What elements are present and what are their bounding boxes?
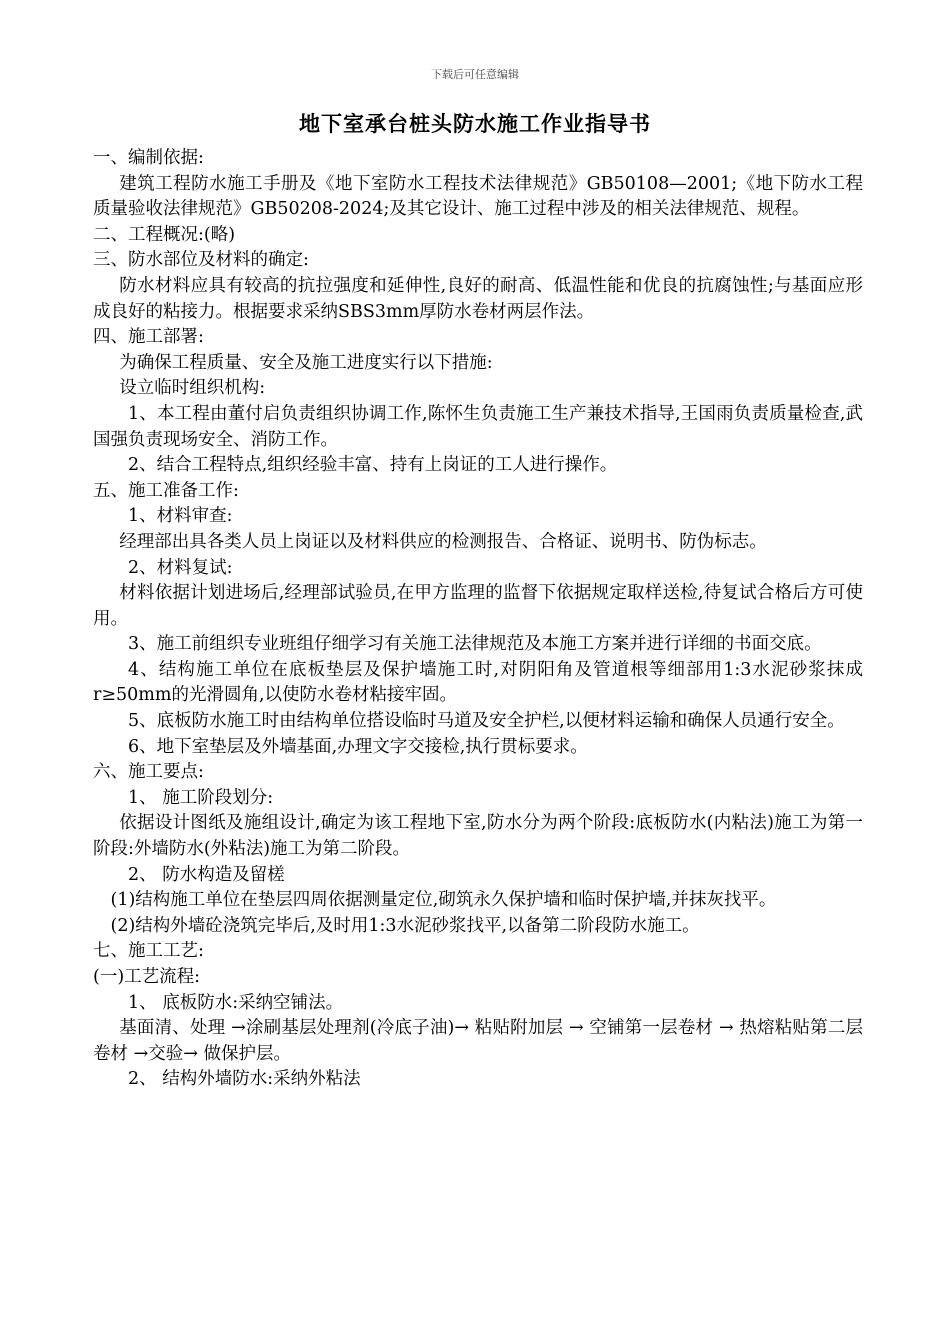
section-heading: 五、施工准备工作: bbox=[93, 480, 239, 501]
body-paragraph: 2、材料复试: bbox=[128, 557, 233, 578]
body-paragraph: 防水材料应具有较高的抗拉强度和延伸性,良好的耐高、低温性能和优良的抗腐蚀性;与基面应形成良好的粘接力。根据要求采纳SBS3mm厚防水卷材两层作法。 bbox=[93, 275, 863, 322]
section-heading: 六、施工要点: bbox=[93, 762, 204, 783]
body-paragraph: 5、底板防水施工时由结构单位搭设临时马道及安全护栏,以便材料运输和确保人员通行安全。 bbox=[128, 711, 845, 732]
body-paragraph: 2、结合工程特点,组织经验丰富、持有上岗证的工人进行操作。 bbox=[128, 455, 618, 476]
body-paragraph: (2)结构外墙砼浇筑完毕后,及时用1:3水泥砂浆找平,以备第二阶段防水施工。 bbox=[110, 915, 700, 936]
body-paragraph: 2、 结构外墙防水:采纳外粘法 bbox=[128, 1069, 361, 1090]
body-paragraph: 1、 施工阶段划分: bbox=[128, 787, 274, 808]
body-paragraph: 设立临时组织机构: bbox=[119, 378, 266, 399]
body-paragraph: 4、结构施工单位在底板垫层及保护墙施工时,对阴阳角及管道根等细部用1:3水泥砂浆抹成r≥50mm的光滑圆角,以使防水卷材粘接牢固。 bbox=[93, 659, 863, 706]
section-heading: 三、防水部位及材料的确定: bbox=[93, 250, 309, 271]
body-paragraph: 建筑工程防水施工手册及《地下室防水工程技术法律规范》GB50108—2001;《地下防水工程质量验收法律规范》GB50208-2024;及其它设计、施工过程中涉及的相关法律规范、规程。 bbox=[93, 173, 863, 220]
section-heading: 四、施工部署: bbox=[93, 327, 204, 348]
document-body bbox=[93, 146, 863, 1093]
body-paragraph: 1、本工程由董付启负责组织协调工作,陈怀生负责施工生产兼技术指导,王国雨负责质量检查,武国强负责现场安全、消防工作。 bbox=[93, 403, 863, 450]
section-heading: 七、施工工艺: bbox=[93, 941, 204, 962]
body-paragraph: 1、材料审查: bbox=[128, 506, 233, 527]
body-paragraph: 依据设计图纸及施组设计,确定为该工程地下室,防水分为两个阶段:底板防水(内粘法)施工为第一阶段:外墙防水(外粘法)施工为第二阶段。 bbox=[93, 813, 863, 860]
section-heading: (一)工艺流程: bbox=[93, 967, 201, 987]
document-title: 地下室承台桩头防水施工作业指导书 bbox=[299, 111, 651, 136]
body-paragraph: 3、施工前组织专业班组仔细学习有关施工法律规范及本施工方案并进行详细的书面交底。 bbox=[128, 634, 822, 655]
body-paragraph: 1、 底板防水:采纳空铺法。 bbox=[128, 992, 344, 1013]
body-paragraph: 基面清、处理 →涂刷基层处理剂(冷底子油)→ 粘贴附加层 → 空铺第一层卷材 → 热熔粘贴第二层卷材 →交验→ 做保护层。 bbox=[93, 1018, 863, 1064]
section-heading: 二、工程概况:(略) bbox=[93, 224, 236, 245]
body-paragraph: (1)结构施工单位在垫层四周依据测量定位,砌筑永久保护墙和临时保护墙,并抹灰找平。 bbox=[110, 890, 777, 911]
body-paragraph: 为确保工程质量、安全及施工进度实行以下措施: bbox=[119, 352, 493, 373]
section-heading: 一、编制依据: bbox=[93, 148, 204, 168]
body-paragraph: 2、 防水构造及留槎 bbox=[128, 864, 285, 885]
body-paragraph: 6、地下室垫层及外墙基面,办理文字交接检,执行贯标要求。 bbox=[128, 736, 588, 757]
body-paragraph: 经理部出具各类人员上岗证以及材料供应的检测报告、合格证、说明书、防伪标志。 bbox=[119, 531, 767, 552]
header-note: 下载后可任意编辑 bbox=[431, 68, 519, 81]
body-paragraph: 材料依据计划进场后,经理部试验员,在甲方监理的监督下依据规定取样送检,待复试合格后方可使用。 bbox=[93, 583, 863, 629]
